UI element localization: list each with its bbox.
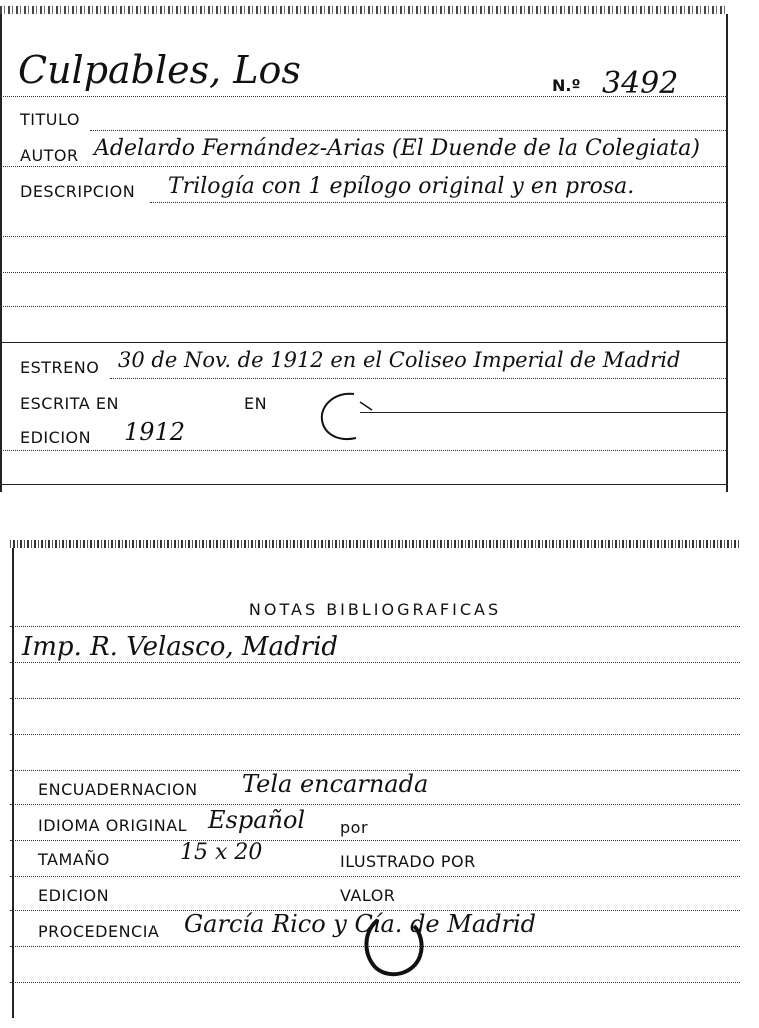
rule-line: [10, 876, 740, 877]
torn-top-edge: [10, 540, 740, 548]
catalog-card-bottom: [10, 548, 740, 1018]
label-por: por: [340, 818, 369, 837]
rule-line: [0, 306, 728, 307]
torn-top-edge: [0, 6, 728, 14]
label-procedencia: PROCEDENCIA: [38, 922, 160, 941]
rule-line: [0, 272, 728, 273]
label-en: EN: [244, 394, 268, 413]
catalog-card-top: [0, 14, 728, 492]
rule-line: [10, 698, 740, 699]
rule-line: [0, 342, 728, 343]
label-descripcion: DESCRIPCION: [20, 182, 136, 201]
card-left-edge: [0, 14, 2, 492]
value-tamano: 15 x 20: [180, 840, 263, 865]
value-encuadernacion: Tela encarnada: [242, 770, 429, 798]
label-encuadernacion: ENCUADERNACION: [38, 780, 198, 799]
rule-line: [10, 982, 740, 983]
stamp-mark: [314, 390, 384, 446]
label-escrita-en: ESCRITA EN: [20, 394, 119, 413]
label-tamano: TAMAÑO: [38, 850, 110, 869]
label-edicion: EDICION: [20, 428, 92, 447]
value-idioma-original: Español: [208, 806, 306, 834]
rule-line: [10, 734, 740, 735]
rule-line: [10, 804, 740, 805]
rule-line: [360, 412, 728, 413]
rule-line: [0, 166, 728, 167]
label-edicion: EDICION: [38, 886, 110, 905]
label-ilustrado-por: ILUSTRADO POR: [340, 852, 476, 871]
rule-line: [10, 626, 740, 627]
stamp-circle: [358, 910, 430, 982]
number-label: N.º: [552, 76, 581, 95]
catalog-number: 3492: [602, 66, 679, 101]
value-descripcion: Trilogía con 1 epílogo original y en prosa.: [168, 174, 635, 199]
card-right-edge: [726, 14, 728, 492]
notes-handwritten: Imp. R. Velasco, Madrid: [22, 632, 339, 662]
label-idioma-original: IDIOMA ORIGINAL: [38, 816, 188, 835]
rule-line: [0, 484, 728, 485]
notas-heading: NOTAS BIBLIOGRAFICAS: [248, 600, 502, 619]
value-estreno: 30 de Nov. de 1912 en el Coliseo Imperial de Madrid: [118, 348, 681, 372]
value-edicion: 1912: [124, 418, 186, 446]
title-handwritten: Culpables, Los: [18, 48, 301, 92]
value-autor: Adelardo Fernández-Arias (El Duende de la Colegiata): [94, 136, 700, 161]
rule-line: [0, 450, 728, 451]
value-procedencia: García Rico y Cía. de Madrid: [184, 910, 537, 938]
rule-line: [0, 236, 728, 237]
label-valor: VALOR: [340, 886, 396, 905]
rule-line: [10, 840, 740, 841]
rule-line: [110, 378, 728, 379]
label-titulo: TITULO: [20, 110, 80, 129]
rule-line: [90, 130, 728, 131]
label-autor: AUTOR: [20, 146, 79, 165]
label-estreno: ESTRENO: [20, 358, 100, 377]
rule-line: [10, 662, 740, 663]
rule-line: [150, 202, 728, 203]
